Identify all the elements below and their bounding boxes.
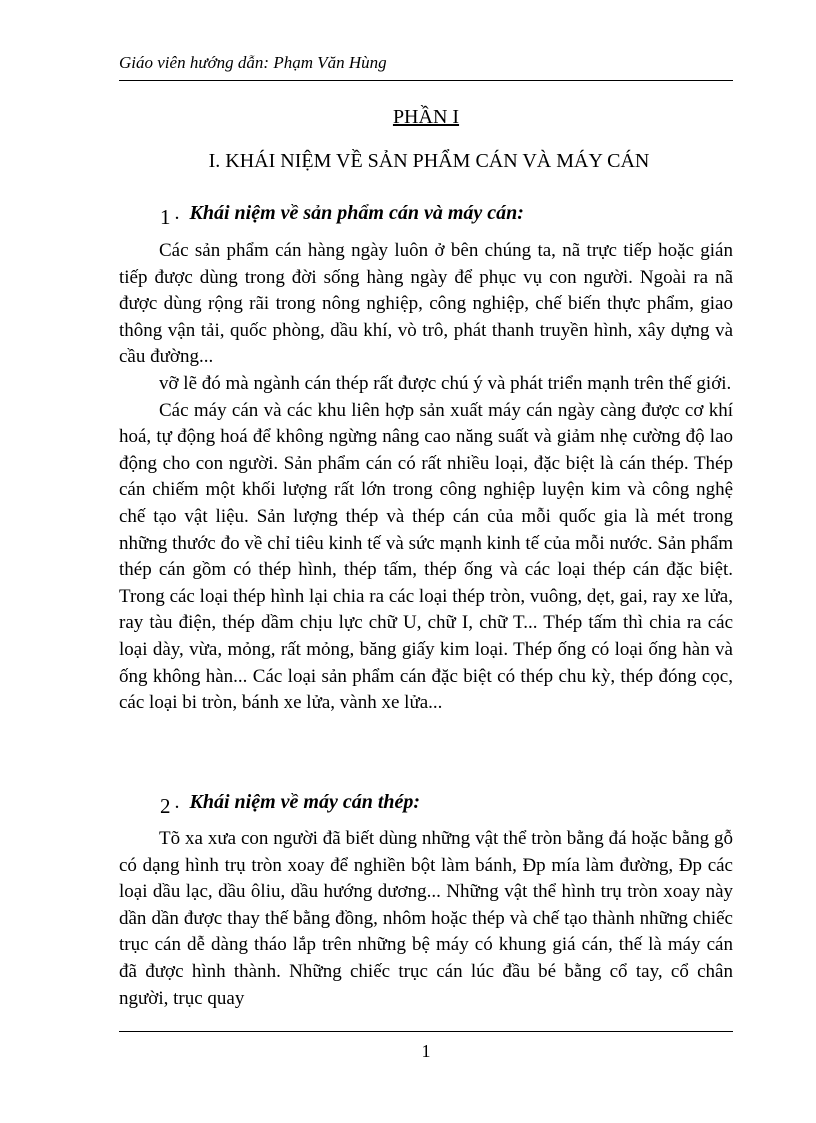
section-1-body (119, 238, 733, 717)
page-header (119, 52, 733, 81)
section-2-body (119, 826, 733, 1012)
footer-rule (119, 1031, 733, 1032)
section-number: 2 (160, 794, 171, 818)
section-heading-1: 1 . Khái niệm về sản phẩm cán và máy cán: (160, 202, 524, 229)
page-number: 1 (421, 1041, 431, 1061)
paragraph: Các sản phẩm cán hàng ngày luôn ở bên chúng ta, nã trực tiếp hoặc gián tiếp được dùng trong đời sống hàng ngày để phục vụ con người. Ngoài ra nã được dùng rộng rãi trong nông nghiệp, công nghiệp, chế biến thực phẩm, giao thông vận tải, quốc phòng, dầu khí, vò trô, phát thanh truyền hình, xây dựng và cầu đường... (119, 240, 733, 368)
section-heading-text: Khái niệm về sản phẩm cán và máy cán: (189, 202, 524, 224)
paragraph: Các máy cán và các khu liên hợp sản xuất máy cán ngày càng được cơ khí hoá, tự động hoá để không ngừng nâng cao năng suất và giảm nhẹ cường độ lao động cho con người. Sản phẩm cán có rất nhiều loại, đặc biệt là cán thép. Thép cán chiếm một khối lượng rất lớn trong công nghiệp luyện kim và công nghệ chế tạo vật liệu. Sản lượng thép và thép cán của mỗi quốc gia là mét trong những thước đo về chỉ tiêu kinh tế và sức mạnh kinh tế của mỗi nước. Sản phẩm thép cán gồm có thép hình, thép tấm, thép ống và các loại thép cán đặc biệt. Trong các loại thép hình lại chia ra các loại thép tròn, vuông, dẹt, gai, ray xe lửa, ray tàu điện, thép dầm chịu lực chữ U, chữ I, chữ T... Thép tấm thì chia ra các loại dày, vừa, mỏng, rất mỏng, băng giấy kim loại. Thép ống có loại ống hàn và ống không hàn... Các loại sản phẩm cán đặc biệt có thép chu kỳ, thép đóng cọc, các loại bi tròn, bánh xe lửa, vành xe lửa... (119, 399, 733, 714)
part-title (119, 104, 733, 130)
paragraph: vỡ lẽ đó mà ngành cán thép rất được chú ý và phát triển mạnh trên thế giới. (159, 372, 732, 394)
paragraph: Tõ xa xưa con người đã biết dùng những vật thể tròn bằng đá hoặc bằng gỗ có dạng hình trụ tròn xoay để nghiền bột làm bánh, Đp mía làm đường, Đp các loại dầu lạc, dầu ôliu, dầu hướng dương... Những vật thể hình trụ tròn xoay này dần dần được thay thế bằng đồng, nhôm hoặc thép và chế tạo thành những chiếc trục cán dễ dàng tháo lắp trên những bệ máy có khung giá cán, thế là máy cán đã được hình thành. Những chiếc trục cán lúc đầu bé bằng cổ tay, cổ chân người, trục quay (119, 828, 733, 1009)
chapter-title: I. KHÁI NIỆM VỀ SẢN PHẨM CÁN VÀ MÁY CÁN (208, 150, 650, 172)
header-text: Giáo viên hướng dẫn: Phạm Văn Hùng (119, 53, 387, 72)
part-title-text: PHẦN I (392, 106, 460, 128)
section-heading-text: Khái niệm về máy cán thép: (189, 791, 421, 813)
section-number: 1 (160, 205, 171, 229)
section-heading-2: 2 . Khái niệm về máy cán thép: (160, 791, 421, 818)
